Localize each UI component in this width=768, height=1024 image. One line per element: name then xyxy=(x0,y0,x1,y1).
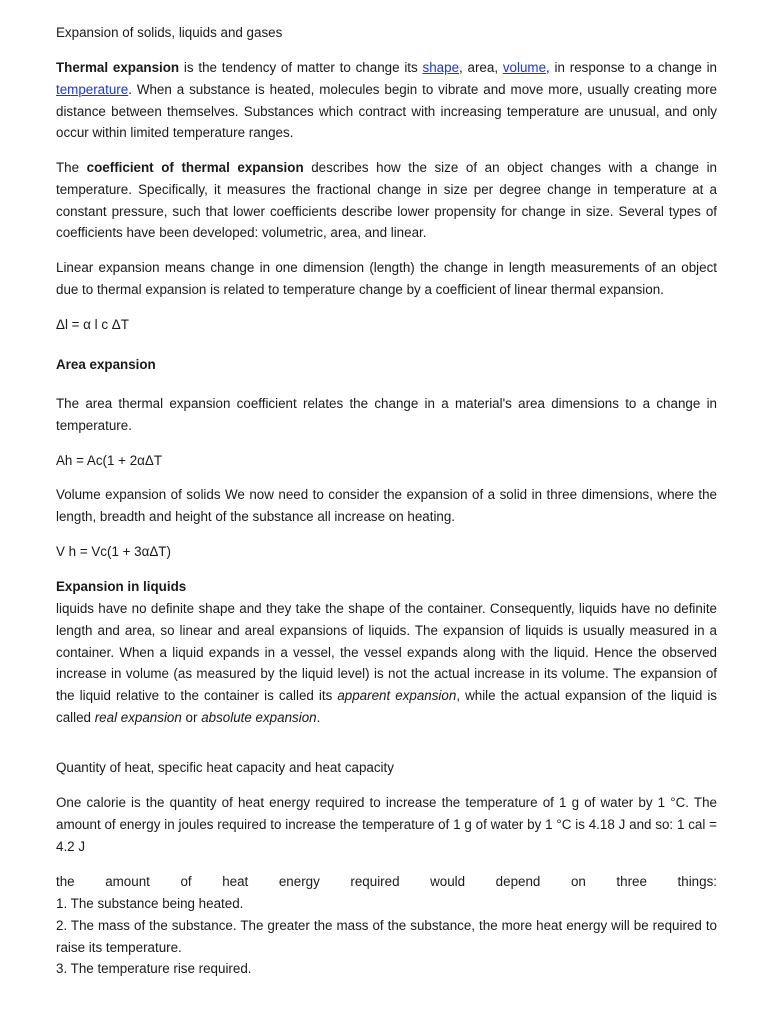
list-item: 1. The substance being heated. xyxy=(56,896,244,911)
term-real-expansion: real expansion xyxy=(94,709,182,725)
page-title: Expansion of solids, liquids and gases xyxy=(56,25,283,40)
formula-volume: V h = Vc(1 + 3αΔT) xyxy=(56,544,171,559)
term-thermal-expansion: Thermal expansion xyxy=(56,60,180,75)
term-apparent-expansion: apparent expansion xyxy=(337,688,457,704)
link-temperature[interactable]: temperature xyxy=(56,81,129,97)
text: describes how the size of an object changes with a change in temperature. Specifically, it measures the fractional change in size per degree change in temperature at a constant pressure, such that lower coefficients describe lower propensity for change in size. Several types of coefficients have been developed: volumetric, area, and linear. xyxy=(56,160,718,241)
paragraph-linear-expansion: Linear expansion means change in one dimension (length) the change in length measurements of an object due to thermal expansion is related to temperature change by a coefficient of linear thermal expansion. xyxy=(56,260,717,297)
paragraph-coefficient xyxy=(56,157,717,244)
link-volume[interactable]: volume xyxy=(502,60,547,75)
text: , area, xyxy=(459,60,503,75)
text: . When a substance is heated, molecules begin to vibrate and move more, usually creating more distance between themselves. Substances which contract with increasing temperature are unusual, and only occur within limited temperature ranges. xyxy=(56,81,717,141)
list-item: 3. The temperature rise required. xyxy=(56,961,252,976)
text: , in response to a change in xyxy=(546,60,717,75)
paragraph-volume-expansion: Volume expansion of solids We now need to consider the expansion of a solid in three dimensions, where the length, breadth and height of the substance all increase on heating. xyxy=(56,487,717,524)
text: is the tendency of matter to change its xyxy=(179,60,423,75)
heading-area-expansion: Area expansion xyxy=(56,357,156,372)
paragraph-liquids xyxy=(56,598,717,729)
text: . xyxy=(316,709,321,725)
formula-linear: Δl = α l c ΔT xyxy=(56,317,129,332)
text: liquids have no definite shape and they take the shape of the container. Consequently, liquids have no definite length and area, so linear and areal expansions of liquids. The expansion of liquids is usually measured in a container. When a liquid expands in a vessel, the vessel expands along with the liquid. Hence the observed increase in volume (as measured by the liquid level) is not the actual increase in its volume. The expansion of the liquid relative to the container is called its xyxy=(56,601,717,704)
text: , while the actual expansion of the liquid is called xyxy=(56,688,717,725)
link-shape[interactable]: shape xyxy=(422,60,460,75)
list-intro: the amount of heat energy required would depend on three things: xyxy=(56,874,717,889)
section-title-heat: Quantity of heat, specific heat capacity and heat capacity xyxy=(56,760,394,775)
term-absolute-expansion: absolute expansion xyxy=(201,709,317,725)
term-coefficient: coefficient of thermal expansion xyxy=(86,160,304,175)
paragraph-thermal-expansion xyxy=(56,57,717,144)
paragraph-area-expansion: The area thermal expansion coefficient relates the change in a material's area dimensions to a change in temperature. xyxy=(56,396,717,433)
heading-expansion-liquids: Expansion in liquids xyxy=(56,579,187,594)
list-item: 2. The mass of the substance. The greater the mass of the substance, the more heat energy will be required to raise its temperature. xyxy=(56,918,717,955)
text: or xyxy=(181,709,202,725)
formula-area: Ah = Ac(1 + 2αΔT xyxy=(56,453,163,468)
paragraph-calorie: One calorie is the quantity of heat energy required to increase the temperature of 1 g of water by 1 °C. The amount of energy in joules required to increase the temperature of 1 g of water by 1 °C is 4.18 J and so: 1 cal = 4.2 J xyxy=(56,795,717,854)
text: The xyxy=(56,160,87,175)
